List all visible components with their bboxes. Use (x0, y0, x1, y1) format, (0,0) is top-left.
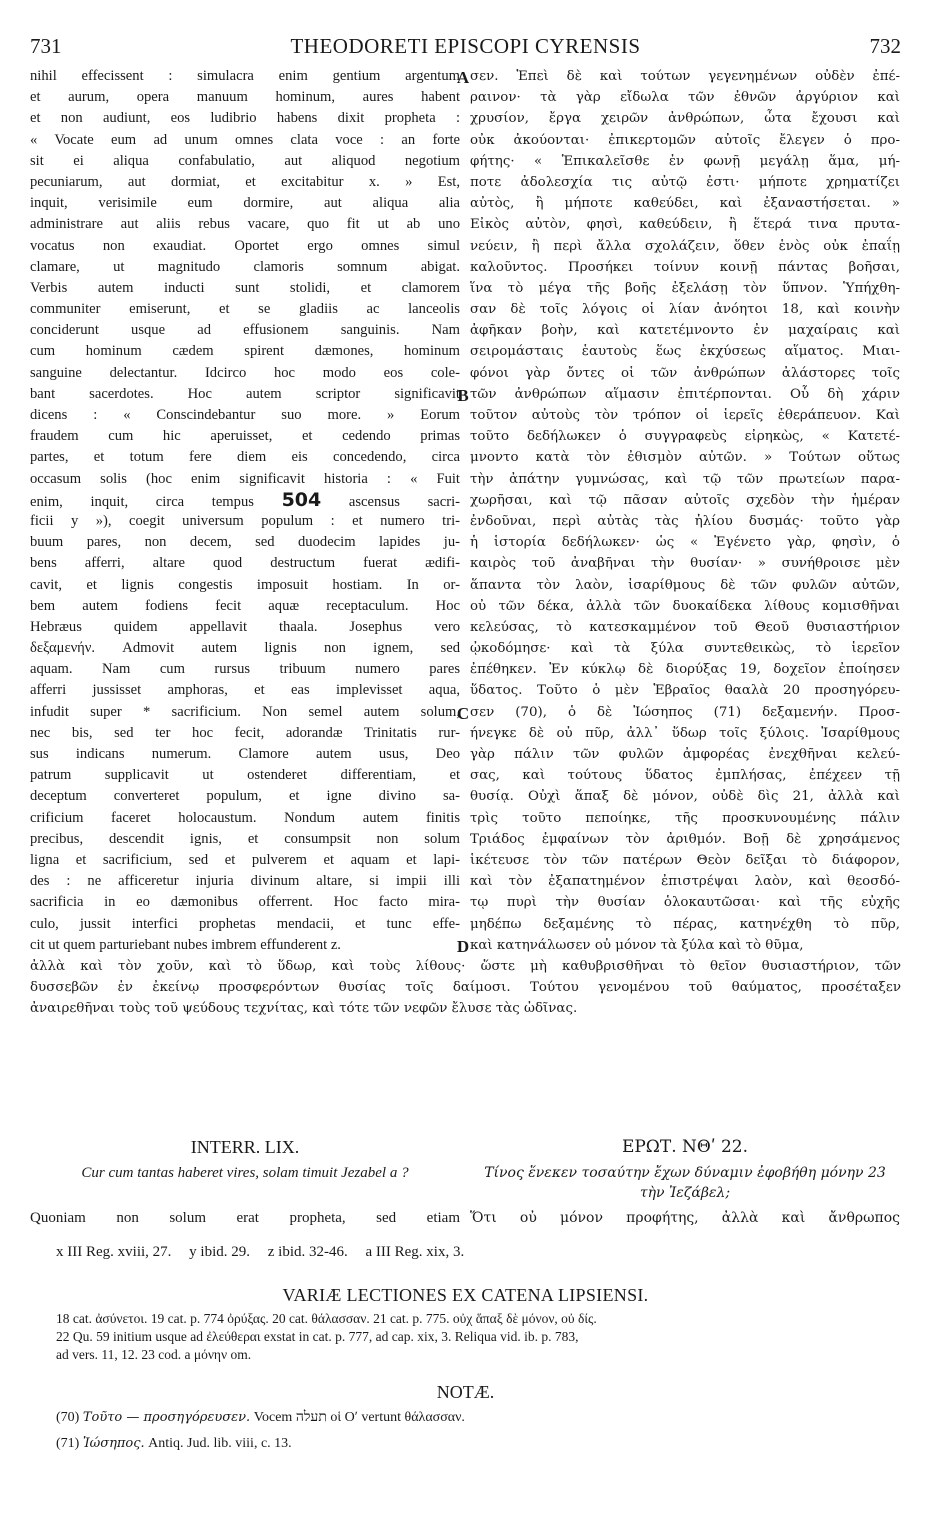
greek-text-line: καλοῦντος. Προσήκει τοίνυν κοινῇ πάντας βοῆσαι, (470, 259, 900, 275)
greek-text-line: ὕδατος. Τοῦτο ὁ μὲν Ἑβραῖος θααλὰ 20 προσηγόρευ- (470, 683, 900, 699)
question-latin: Cur cum tantas haberet vires, solam timuit Jezabel a ? (81, 1165, 409, 1181)
greek-text-line: καὶ κατηνάλωσεν οὐ μόνον τὰ ξύλα καὶ τὸ θῦμα, (470, 937, 804, 953)
latin-text-line: bens afferri, altare quod destructum fuerat ædifi- (30, 555, 460, 572)
page-title: THEODORETI EPISCOPI CYRENSIS (290, 34, 641, 58)
note-text: Vocem תעלה οἱ Οʹ vertunt θάλασσαν. (253, 1410, 465, 1425)
note-lemma: Τοῦτο — προσηγόρευσεν. (82, 1410, 251, 1425)
latin-text-line: δεξαμενήν. Admovit autem lignis non ignem, sed (30, 640, 460, 657)
greek-text-line: καιρὸς τοῦ ἀναβῆναι τὴν θυσίαν· » συνήθροισε μὲν (470, 556, 900, 572)
latin-text-line: conciderunt usque ad effusionem sanguinis. Nam (30, 322, 460, 339)
latin-text-line: crificium faceret holocaustum. Nondum autem finitis (30, 809, 460, 826)
latin-text-line: nec bis, sed ter hoc fecit, adorandæ Trinitatis rur- (30, 724, 460, 741)
latin-text-line: enim, inquit, circa tempus 504 ascensus sacri- (30, 489, 460, 511)
latin-text-line: « Vocate eum ad unum omnes clata voce : an forte (30, 131, 460, 148)
latin-text-line: aquam. Nam cum rursus tribuum numero pares (30, 661, 460, 678)
greek-text-line: σειρομάσταις ἑαυτοὺς ἕως ἐκχύσεως αἵματος. Μιαι- (470, 344, 900, 360)
column-number: 504 (281, 489, 322, 511)
latin-text-line: communiter emiserunt, et se gladiis ac lanceolis (30, 301, 460, 318)
greek-text-line: ἀφῆκαν βοὴν, καὶ κατετέμνοντο ἐν μαχαίραις καὶ (470, 323, 900, 339)
greek-text-line: κελεύσας, τὸ κατεσκαμμένον τοῦ Θεοῦ θυσιαστήριον (470, 619, 900, 635)
greek-text-line: ποτε ἀδολεσχία τις αὐτῷ ἐστι· μήποτε χρηματίζει (470, 174, 900, 190)
greek-text-line: χωρῆσαι, καὶ τῷ πᾶσαν αὐτοῖς σχεδὸν τὴν ἡμέραν (470, 492, 900, 508)
greek-full-line: δυσσεβῶν ἐν ἐκείνῳ προσφερόντων θυσίας τοῖς δαίμοσι. Τούτου γενομένου τοῦ θαύματος, προσέταξεν (30, 980, 901, 996)
greek-text-line: σαν δὲ τοῖς λόγοις οἱ λίαν ἀνόητοι 18, καὶ κοινὴν (470, 302, 900, 318)
greek-text-line: σεν (70), ὁ δὲ Ἰώσηπος (71) δεξαμενήν. Προσ- (470, 704, 900, 720)
greek-text-line: χρυσίον, ἔργα χειρῶν ἀνθρώπων, ὦτα ἔχουσι καὶ (470, 111, 900, 127)
variae-lectiones-title: VARIÆ LECTIONES EX CATENA LIPSIENSI. (282, 1285, 649, 1305)
latin-text-line: sacrificia in eo dæmonibus offerrent. Hoc facto mira- (30, 894, 460, 911)
latin-text-line: Hebræus quidem appellavit thaala. Josephus vero (30, 618, 460, 635)
latin-text-line: et aurum, opera manuum hominum, aures habent (30, 89, 460, 106)
answer-latin: Quoniam non solum erat propheta, sed etiam (30, 1210, 460, 1226)
latin-text-line: sanguine delectantur. Idcirco hoc modo eos cole- (30, 364, 460, 381)
interrogatio-heading-greek: ΕΡΩΤ. ΝΘʹ 22. (621, 1137, 749, 1157)
margin-marker-a: A (456, 68, 470, 87)
reference-y: y ibid. 29. (189, 1244, 250, 1260)
greek-text-line: Τριάδος ἐμφαίνων τὸν ἀριθμόν. Βοῇ δὲ χρησάμενος (470, 831, 900, 847)
latin-text-line: pecuniarum, aut dormiat, et excitabitur x. » Est, (30, 173, 460, 190)
note-71 (56, 1436, 292, 1452)
latin-text-line: et non audiunt, eos ludibrio habens dixit propheta : (30, 110, 460, 127)
latin-text-line: fraudem cum hic aperuisset, et cedendo primas (30, 428, 460, 445)
note-lemma: Ἰώσηπος. (82, 1436, 145, 1451)
greek-text-line: ἅπαντα τὸν λαὸν, ἰσαρίθμους δὲ τῶν φυλῶν αὐτῶν, (470, 577, 900, 593)
latin-text-line: des : ne afficeretur injuria divinum altare, si impii illi (30, 873, 460, 890)
greek-text-line: τοῦτο δεδήλωκεν ὁ συγγραφεὺς εἰρηκὼς, « Κατετέ- (470, 429, 900, 445)
greek-full-line: ἀναιρεθῆναι τοὺς τοῦ ψεύδους τεχνίτας, καὶ τότε τῶν νεφῶν ἔλυσε τὰς ὠδῖνας. (30, 1001, 578, 1017)
question-greek: Τίνος ἕνεκεν τοσαύτην ἔχων δύναμιν ἐφοβήθη μόνην 23 τὴν Ἰεζάβελ; (484, 1165, 886, 1201)
page-number-left: 731 (30, 34, 62, 58)
greek-text-line: τρὶς τοῦτο πεποίηκε, τῆς προσκυνουμένης πάλιν (470, 810, 900, 826)
greek-text-line: ραινον· τὰ γὰρ εἴδωλα τῶν ἐθνῶν ἀργύριον καὶ (470, 90, 900, 106)
greek-text-line: σεν. Ἐπεὶ δὲ καὶ τούτων γεγενημένων οὐδὲν ἐπέ- (470, 69, 900, 84)
answer-greek: Ὅτι οὐ μόνον προφήτης, ἀλλὰ καὶ ἄνθρωπος (470, 1210, 900, 1226)
latin-text-line: ligna et sacrificium, sed et pulverem et aquam et lapi- (30, 851, 460, 868)
running-header (30, 34, 901, 64)
latin-text-line: cum hominum cædem spirent dæmones, hominum (30, 343, 460, 360)
greek-text-line: Εἰκὸς αὐτὸν, φησὶ, καθεύδειν, ἢ ἕτερά τινα πρυτα- (470, 217, 900, 233)
reference-a: a III Reg. xix, 3. (365, 1244, 465, 1260)
latin-text-line: cit ut quem parturiebant nubes imbrem effunderent z. (30, 936, 341, 953)
greek-text-line: ήνεγκε δὲ οὐ πῦρ, ἀλλ᾽ ὕδωρ τοῖς ξύλοις. Ἰσαρίθμους (470, 725, 900, 741)
greek-text-line: αὐτὸς, ἢ μήποτε καθεύδει, καὶ ἐξαναστήσεται. » (470, 196, 900, 212)
latin-text-line: afferri jussisset amphoras, et eas implevisset aqua, (30, 682, 460, 699)
greek-text-line: ἐπέθηκεν. Ἐν κύκλῳ δὲ διορύξας 19, δοχεῖον ἐποίησεν (470, 662, 900, 678)
greek-text-line: καὶ τὸν ἐξαπατημένον ἐπιστρέψαι λαὸν, καὶ θεοσδό- (470, 874, 900, 890)
greek-text-line: ἡ ἱστορία δεδήλωκεν· ὡς « Ἐγένετο γὰρ, φησὶν, ὁ (470, 535, 900, 551)
variae-lectiones (56, 1310, 901, 1364)
page-number-right: 732 (869, 34, 901, 58)
greek-text-line: νεύειν, ἢ περὶ ἄλλα σχολάζειν, ὅθεν ἑνὸς οὐκ ἐπαΐῃ (470, 238, 900, 254)
greek-text-line: τοῦτον αὐτοὺς τὸν τρόπον οἱ ἱερεῖς ἐθεράπευον. Καὶ (470, 408, 900, 423)
reference-x: x III Reg. xviii, 27. (56, 1244, 172, 1260)
greek-full-width-text (30, 956, 901, 1020)
greek-text-line: μνοντο κατὰ τὸν ἐθισμὸν αὐτῶν. » Τούτων οὕτως (470, 450, 900, 466)
latin-text-line: precibus, descendit ignis, et consumpsit non solum (30, 830, 460, 847)
latin-text-line: nihil effecissent : simulacra enim gentium argentum (30, 68, 460, 84)
greek-text-line: τῳ πυρὶ τὴν θυσίαν ὁλοκαυτῶσαι· καὶ τῆς εὐχῆς (470, 895, 900, 911)
latin-text-line: deceptum converteret populum, et igne divino sa- (30, 788, 460, 805)
margin-marker-d: D (456, 937, 470, 956)
latin-text-line: partes, et totum fere diem eis concedendo, circa (30, 449, 460, 466)
greek-text-line: φήτης· « Ἐπικαλεῖσθε ἐν φωνῇ μεγάλῃ ἅμα, μή- (470, 153, 900, 169)
note-text: Antiq. Jud. lib. viii, c. 13. (148, 1436, 292, 1451)
latin-text-line: ficii y »), coegit universum populum : et numero tri- (30, 512, 460, 529)
latin-text-line: administrare aut aliis rebus vacare, quo fit ut ab uno (30, 216, 460, 233)
latin-text-line: buum pares, non decem, sed duodecim lapides ju- (30, 534, 460, 551)
greek-text-line: φόνοι γὰρ ὄντες οἱ τῶν ἀνθρώπων ἀλάστορες τοῖς (470, 365, 900, 381)
latin-text-line: patrum supplicavit ut ostenderet differentiam, et (30, 767, 460, 784)
variant-line: 18 cat. ἀσύνετοι. 19 cat. p. 774 ὀρύξας. 20 cat. θάλασσαν. 21 cat. p. 775. οὐχ ἅπαξ δὲ μόνον, οὐ δίς. (56, 1311, 597, 1326)
greek-text-line: οὐκ ἀκούονται· ἐπικερτομῶν αὐτοῖς ἔλεγεν ὁ προ- (470, 132, 900, 148)
latin-text-line: cavit, et lignis congestis imposuit hostiam. In or- (30, 576, 460, 593)
greek-text-line: ἵνα τὸ μέγα τῆς βοῆς ἐξελάσῃ τὸν ὕπνον. Ὑπήχθη- (470, 280, 900, 296)
latin-text-line: sus indicans numerum. Clamore autem usus, Deo (30, 746, 460, 762)
latin-column (30, 66, 460, 956)
margin-marker-c: C (456, 704, 470, 723)
note-number: (71) (56, 1436, 80, 1451)
interrogatio-heading-latin: INTERR. LIX. (190, 1137, 300, 1157)
greek-text-line: θυσίᾳ. Οὐχὶ ἅπαξ δὲ μόνον, οὐδὲ δὶς 21, ἀλλὰ καὶ (470, 789, 900, 805)
latin-text-line: bem autem fodiens fecit aquæ receptaculum. Hoc (30, 597, 460, 614)
latin-text-line: vocatus non exaudiat. Oportet ergo omnes simul (30, 237, 460, 254)
latin-text-line: culo, jussit interfici prophetas mendacii, et tunc effe- (30, 915, 460, 932)
notae-title: NOTÆ. (436, 1382, 495, 1402)
margin-marker-b: B (457, 386, 469, 405)
scripture-references (56, 1244, 478, 1261)
greek-full-line: ἀλλὰ καὶ τὸν χοῦν, καὶ τὸ ὕδωρ, καὶ τοὺς λίθους· ὥστε μὴ καθυβρισθῆναι τὸ θεῖον θυσιαστήριον, τῶν (30, 959, 901, 974)
latin-text-line: bant sacerdotes. Hoc autem scriptor significavit (30, 385, 460, 402)
greek-text-line: ἐνδοῦναι, περὶ αὐτὰς τὰς ἡλίου δυσμάς· τοῦτο γὰρ (470, 513, 900, 529)
note-70 (56, 1410, 465, 1426)
greek-column (470, 66, 900, 956)
latin-text-line: sit ei aliqua confabulatio, aut aliquod negotium (30, 152, 460, 169)
greek-text-line: σας, καὶ τούτους ὕδατος ἐμπλήσας, ἐπέχεεν τῇ (470, 768, 900, 784)
greek-text-line: γὰρ πάλιν τῶν φυλῶν ἀμφορέας ἐνεχθῆναι κελεύ- (470, 747, 900, 762)
variant-line: 22 Qu. 59 initium usque ad ἐλεύθεραι exstat in cat. p. 777, ad cap. xix, 3. Reliqua vid. ib. p. 783, (56, 1329, 579, 1344)
greek-text-line: μηδέπω δεξαμένης τὸ πέρας, κατηνέχθη τὸ πῦρ, (470, 916, 900, 932)
latin-text-line: infudit super * sacrificium. Non semel autem solum, (30, 703, 460, 720)
latin-text-line: occasum solis (hoc enim significavit historia : « Fuit (30, 470, 460, 487)
latin-text-line: Verbis autem inducti sunt stolidi, et clamorem (30, 279, 460, 296)
latin-text-line: inquit, verisimile eum dormire, aut aliqua alia (30, 195, 460, 212)
reference-z: z ibid. 32-46. (267, 1244, 348, 1260)
note-number: (70) (56, 1410, 80, 1425)
variant-line: ad vers. 11, 12. 23 cod. a μόνην om. (56, 1347, 252, 1362)
latin-text-line: clamare, ut magnitudo clamoris somnum abigat. (30, 258, 460, 275)
greek-text-line: τῶν ἀνθρώπων αἵμασιν ἐπιτέρπονται. Οὗ δὴ χάριν (470, 386, 900, 402)
greek-text-line: οὐ τῶν δέκα, ἀλλὰ τῶν δυοκαίδεκα λίθους κομισθῆναι (470, 598, 900, 614)
latin-text-line: dicens : « Conscindebantur suo more. » Eorum (30, 407, 460, 423)
greek-text-line: ᾠκοδόμησε· καὶ τὰ ξύλα συντεθεικὼς, τὸ ἱερεῖον (470, 641, 900, 657)
greek-text-line: τὴν ἀπάτην γυμνώσας, καὶ τῷ τῶν πρωτείων παρα- (470, 471, 900, 487)
greek-text-line: ἱκέτευσε τὸν τῶν πατέρων Θεὸν δεῖξαι τὸ διάφορον, (470, 852, 900, 868)
